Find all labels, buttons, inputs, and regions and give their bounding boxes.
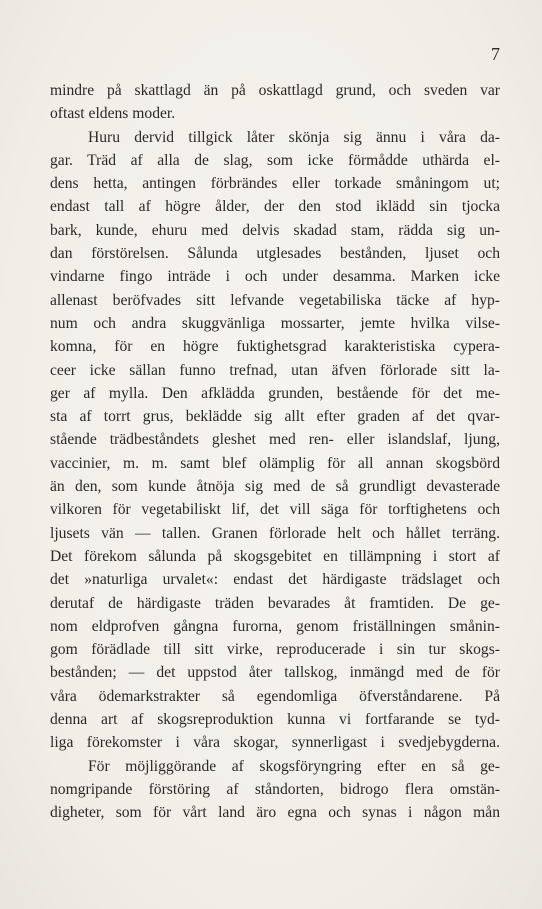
body-text bbox=[50, 79, 500, 825]
text-line: nomgripande förstöring af ståndorten, bidrogo flera omstän- bbox=[50, 780, 500, 798]
text-line: endast tall af högre ålder, der den stod iklädd sin tjocka bbox=[50, 198, 500, 216]
text-line: stående trädbeståndets gleshet med ren- eller islandslaf, ljung, bbox=[50, 431, 500, 449]
text-line: oftast eldens moder. bbox=[50, 105, 176, 123]
text-line: gom förädlade till sitt virke, reproducerade i sin tur skogs- bbox=[50, 641, 500, 659]
text-line: liga förekomster i våra skogar, synnerligast i svedjebygderna. bbox=[50, 734, 500, 752]
text-line: ceer icke sällan funno trefnad, utan äfven förlorade sitt la- bbox=[50, 361, 500, 379]
text-line: Det förekom sålunda på skogsgebitet en tillämpning i stort af bbox=[50, 547, 500, 565]
text-line: ljusets vän — tallen. Granen förlorade helt och hållet terräng. bbox=[50, 524, 500, 542]
text-line: digheter, som för vårt land äro egna och synas i någon mån bbox=[50, 804, 500, 822]
text-line: bestånden; — det uppstod åter tallskog, inmängd med de för bbox=[50, 664, 500, 682]
text-line: mindre på skattlagd än på oskattlagd grund, och sveden var bbox=[50, 82, 500, 99]
text-line: För möjliggörande af skogsföryngring efter en så ge- bbox=[88, 757, 500, 775]
text-line: dan förstörelsen. Sålunda utglesades bestånden, ljuset och bbox=[50, 245, 500, 263]
text-line: bark, kunde, ehuru med delvis skadad stam, rädda sig un- bbox=[50, 221, 500, 239]
text-line: sta af torrt grus, beklädde sig allt efter graden af det qvar- bbox=[50, 408, 500, 426]
page-number: 7 bbox=[491, 44, 500, 64]
text-line: allenast beröfvades sitt lefvande vegetabiliska täcke af hyp- bbox=[50, 291, 500, 309]
text-line: nom eldprofven gångna furorna, genom friställningen smånin- bbox=[50, 617, 500, 635]
text-line: gar. Träd af alla de slag, som icke förmådde uthärda el- bbox=[50, 151, 500, 169]
text-line: vindarne fingo inträde i och under desamma. Marken icke bbox=[50, 268, 500, 286]
text-line: komna, för en högre fuktighetsgrad karakteristiska cypera- bbox=[50, 338, 500, 356]
text-line: ger af mylla. Den afklädda grunden, bestående för det me- bbox=[50, 384, 500, 402]
text-line: dens hetta, antingen förbrändes eller torkade småningom ut; bbox=[50, 175, 500, 193]
text-line: derutaf de härdigaste träden bevarades åt framtiden. De ge- bbox=[50, 594, 500, 612]
text-line: än den, som kunde åtnöja sig med de så grundligt devasterade bbox=[50, 478, 500, 496]
text-line: vilkoren för vegetabiliskt lif, det vill säga för torftighetens och bbox=[50, 501, 500, 519]
text-line: vaccinier, m. m. samt blef olämplig för all annan skogsbörd bbox=[50, 454, 500, 472]
text-line: våra ödemarkstrakter så egendomliga öfverståndarene. På bbox=[50, 687, 500, 705]
text-line: Huru dervid tillgick låter skönja sig ännu i våra da- bbox=[88, 128, 500, 146]
text-line: det »naturliga urvalet«: endast det härdigaste trädslaget och bbox=[50, 571, 500, 589]
text-line: denna art af skogsreproduktion kunna vi fortfarande se tyd- bbox=[50, 711, 500, 729]
text-line: num och andra skuggvänliga mossarter, jemte hvilka vilse- bbox=[50, 314, 500, 332]
